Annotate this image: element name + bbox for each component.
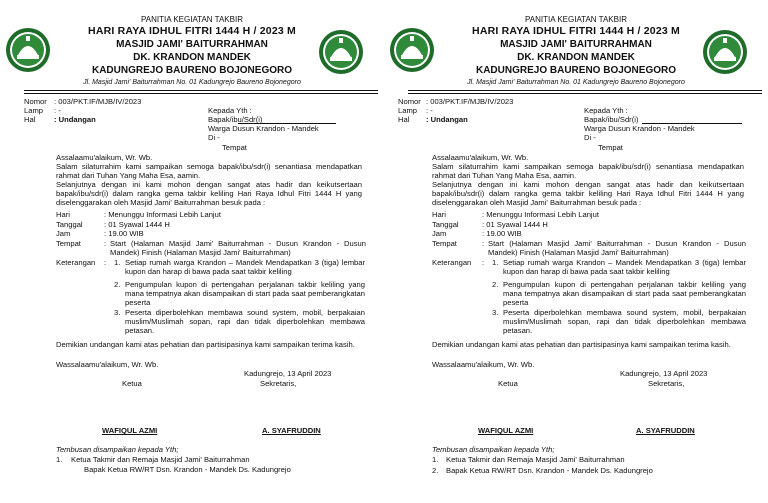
header-panitia: PANITIA KEGIATAN TAKBIR [525, 15, 627, 24]
tembusan-item-2: Bapak Ketua RW/RT Dsn. Krandon - Mandek Ds. Kadungrejo [446, 466, 653, 475]
closing-paragraph: Demikian undangan kami atas pehatian dan partisipasinya kami sampaikan terima kasih. [432, 340, 731, 349]
recipient-di: Di - [584, 133, 596, 142]
header-address: Jl. Masjid Jami' Baiturrahman No. 01 Kadungrejo Baureno Bojonegoro [83, 79, 301, 86]
keterangan-label: Keterangan [56, 258, 96, 267]
lamp-value: : - [54, 106, 61, 115]
keterangan-item-text: Setiap rumah warga Krandon – Mandek Mendapatkan 3 (tiga) lembar kupon dan harap di bawa pada saat takbir keliling [503, 258, 746, 276]
ketua-name: WAFIQUL AZMI [478, 426, 534, 435]
keterangan-item-number: 1. [114, 258, 121, 267]
letter-page-right [384, 0, 768, 503]
body-paragraph-1: Salam silaturrahim kami sampaikan semoga bapak/ibu/sdr(i) senantiasa mendapatkan rahmat dari Tuhan Yang Maha Esa, aamin. [56, 162, 362, 180]
recipient-bapak: Bapak/ibu/Sdr(i) [584, 115, 639, 124]
hari-label: Hari [56, 210, 70, 219]
keterangan-item-text: Peserta diperbolehkan membawa sound system, mobil, berpakaian muslim/Muslimah sopan, rapi dan tidak diperbolehkan membawa petasan. [125, 308, 365, 335]
jam-label: Jam [56, 229, 71, 238]
signature-date: Kadungrejo, 13 April 2023 [244, 369, 332, 378]
tembusan-item-1: Ketua Takmir dan Remaja Masjid Jami' Baiturrahman [446, 455, 625, 464]
nomor-label: Nomor [398, 97, 421, 106]
recipient-di: Di - [208, 133, 220, 142]
tembusan-title: Tembusan disampaikan kepada Yth; [432, 445, 555, 454]
greeting: Assalaamu'alaikum, Wr. Wb. [56, 153, 153, 162]
nomor-value: : 003/PKT.IF/MJB/IV/2023 [54, 97, 142, 106]
keterangan-item-number: 1. [492, 258, 499, 267]
header-address: Jl. Masjid Jami' Baiturrahman No. 01 Kadungrejo Baureno Bojonegoro [467, 79, 685, 86]
tempat-value: Start (Halaman Masjid Jami' Baiturrahman - Dusun Krandon - Dusun Mandek) Finish (Halaman Masjid Jami' Baiturrahman) [110, 239, 366, 257]
body-paragraph-2: Selanjutnya dengan ini kami mohon dengan sangat atas hadir dan keikutsertaan bapak/ibu/sdr(i) dalam rangka gema takbir keliling Hari Raya Idhul Fitri 1444 H yang diselenggarakan oleh Masjid Jami' Baiturrahman besuk pada : [56, 180, 362, 207]
keterangan-item-number: 2. [114, 280, 121, 289]
sekretaris-name: A. SYAFRUDDIN [262, 426, 321, 435]
recipient-kepada: Kepada Yth : [208, 106, 252, 115]
header-masjid: MASJID JAMI' BAITURRAHMAN [500, 39, 652, 50]
header-dukuh: DK. KRANDON MANDEK [517, 52, 635, 63]
header-masjid: MASJID JAMI' BAITURRAHMAN [116, 39, 268, 50]
jam-label: Jam [432, 229, 447, 238]
keterangan-label: Keterangan [432, 258, 472, 267]
keterangan-item-text: Setiap rumah warga Krandon – Mandek Mendapatkan 3 (tiga) lembar kupon dan harap di bawa pada saat takbir keliling [125, 258, 365, 276]
tembusan-item-number: 2. [432, 466, 439, 475]
hal-label: Hal [398, 115, 410, 124]
tembusan-title: Tembusan disampaikan kepada Yth; [56, 445, 179, 454]
keterangan-item-text: Pengumpulan kupon di pertengahan perjalanan takbir keliling yang mana tempatnya akan disampaikan di start pada saat pemberangkatan peserta [125, 280, 365, 307]
hari-label: Hari [432, 210, 446, 219]
keterangan-colon: : [482, 258, 485, 267]
tempat-colon: : [104, 239, 107, 248]
sekretaris-label: Sekretaris, [648, 379, 685, 388]
recipient-bapak: Bapak/ibu/Sdr(i) [208, 115, 263, 124]
header-rule [24, 93, 378, 94]
tanggal-label: Tanggal [56, 220, 83, 229]
tanggal-value: : 01 Syawal 1444 H [482, 220, 548, 229]
lamp-value: : - [426, 106, 433, 115]
header-panitia: PANITIA KEGIATAN TAKBIR [141, 15, 243, 24]
keterangan-item-text: Pengumpulan kupon di pertengahan perjalanan takbir keliling yang mana tempatnya akan disampaikan di start pada saat pemberangkatan peserta [503, 280, 746, 307]
header-hari-raya: HARI RAYA IDHUL FITRI 1444 H / 2023 M [88, 25, 296, 37]
closing-paragraph: Demikian undangan kami atas pehatian dan partisipasinya kami sampaikan terima kasih. [56, 340, 355, 349]
ketua-label: Ketua [498, 379, 518, 388]
tembusan-item-number: 1. [56, 455, 63, 464]
tanggal-value: : 01 Syawal 1444 H [104, 220, 170, 229]
keterangan-colon: : [104, 258, 107, 267]
hari-value: : Menunggu Informasi Lebih Lanjut [104, 210, 221, 219]
header-rule [24, 90, 378, 91]
ketua-label: Ketua [122, 379, 142, 388]
header-rule [408, 93, 762, 94]
sekretaris-name: A. SYAFRUDDIN [636, 426, 695, 435]
header-desa: KADUNGREJO BAURENO BOJONEGORO [91, 65, 293, 76]
header-desa: KADUNGREJO BAURENO BOJONEGORO [475, 65, 677, 76]
recipient-tempat: Tempat [222, 143, 247, 152]
greeting: Assalaamu'alaikum, Wr. Wb. [432, 153, 529, 162]
closing-salam: Wassalaamu'alaikum, Wr. Wb. [432, 360, 535, 369]
keterangan-item-number: 3. [492, 308, 499, 317]
tempat-label: Tempat [56, 239, 81, 248]
tempat-label: Tempat [432, 239, 457, 248]
keterangan-item-number: 2. [492, 280, 499, 289]
recipient-tempat: Tempat [598, 143, 623, 152]
hal-value: : Undangan [54, 115, 96, 124]
recipient-warga: Warga Dusun Krandon - Mandek [208, 124, 319, 133]
hal-label: Hal [24, 115, 36, 124]
keterangan-item-text: Peserta diperbolehkan membawa sound system, mobil, berpakaian muslim/Muslimah sopan, rapi dan tidak diperbolehkan membawa petasan. [503, 308, 746, 335]
recipient-kepada: Kepada Yth : [584, 106, 628, 115]
recipient-warga: Warga Dusun Krandon - Mandek [584, 124, 695, 133]
header-rule [408, 90, 762, 91]
jam-value: : 19.00 WIB [482, 229, 522, 238]
jam-value: : 19.00 WIB [104, 229, 144, 238]
signature-date: Kadungrejo, 13 April 2023 [620, 369, 708, 378]
tempat-value: Start (Halaman Masjid Jami' Baiturrahman - Dusun Krandon - Dusun Mandek) Finish (Halaman Masjid Jami' Baiturrahman) [488, 239, 746, 257]
sekretaris-label: Sekretaris, [260, 379, 297, 388]
tanggal-label: Tanggal [432, 220, 459, 229]
header-dukuh: DK. KRANDON MANDEK [133, 52, 251, 63]
hal-value: : Undangan [426, 115, 468, 124]
nomor-value: : 003/PKT.IF/MJB/IV/2023 [426, 97, 514, 106]
tembusan-item-1: Ketua Takmir dan Remaja Masjid Jami' Baiturrahman [71, 455, 250, 464]
ketua-name: WAFIQUL AZMI [102, 426, 158, 435]
body-paragraph-1: Salam silaturrahim kami sampaikan semoga bapak/ibu/sdr(i) senantiasa mendapatkan rahmat dari Tuhan Yang Maha Esa, aamin. [432, 162, 744, 180]
tembusan-item-2: Bapak Ketua RW/RT Dsn. Krandon - Mandek Ds. Kadungrejo [84, 465, 291, 474]
hari-value: : Menunggu Informasi Lebih Lanjut [482, 210, 599, 219]
tembusan-item-number: 1. [432, 455, 439, 464]
keterangan-item-number: 3. [114, 308, 121, 317]
header-hari-raya: HARI RAYA IDHUL FITRI 1444 H / 2023 M [472, 25, 680, 37]
lamp-label: Lamp [398, 106, 417, 115]
closing-salam: Wassalaamu'alaikum, Wr. Wb. [56, 360, 159, 369]
body-paragraph-2: Selanjutnya dengan ini kami mohon dengan sangat atas hadir dan keikutsertaan bapak/ibu/sdr(i) dalam rangka gema takbir keliling Hari Raya Idhul Fitri 1444 H yang diselenggarakan oleh Masjid Jami' Baiturrahman besuk pada : [432, 180, 744, 207]
tempat-colon: : [482, 239, 485, 248]
lamp-label: Lamp [24, 106, 43, 115]
nomor-label: Nomor [24, 97, 47, 106]
